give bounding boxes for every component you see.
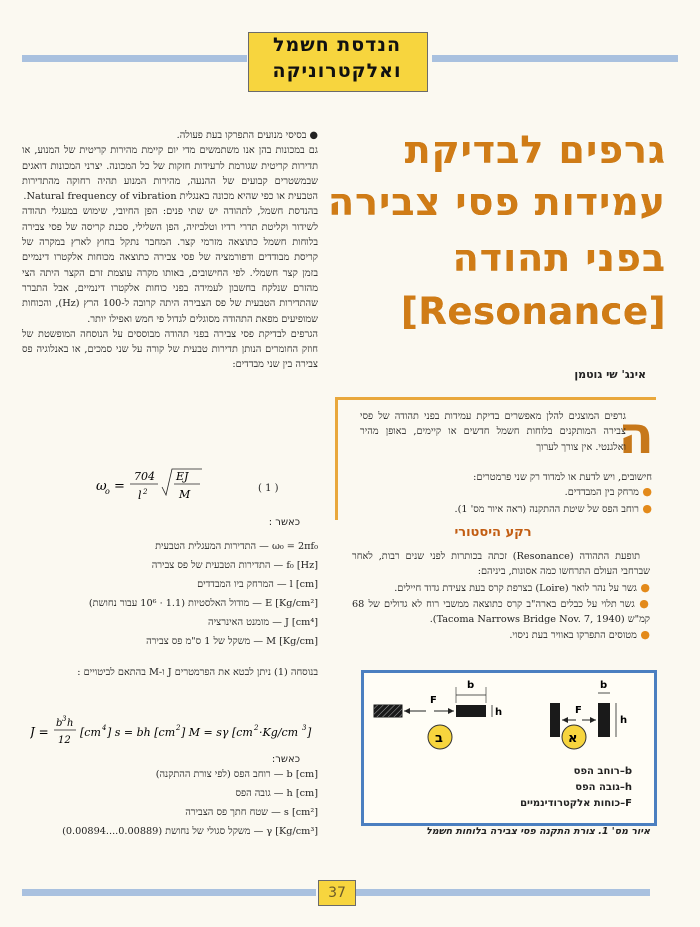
svg-text:h: h — [620, 715, 628, 726]
svg-text:] s = bh [cm: ] s = bh [cm — [107, 726, 176, 739]
svg-text:3: 3 — [62, 715, 67, 723]
header-rule-left — [22, 55, 247, 62]
svg-text:F: F — [430, 695, 437, 706]
svg-text:2: 2 — [254, 724, 259, 732]
svg-text:] M = sγ [cm: ] M = sγ [cm — [181, 726, 253, 739]
svg-text:12: 12 — [58, 735, 71, 746]
footer-rule-left — [22, 889, 316, 896]
drop-cap: ה — [618, 406, 654, 466]
intro-paragraph-continued: חישובים, ויש לדעת או למדוד רק שני פרמטרים: — [473, 472, 652, 483]
definition-item: J [cm⁴] — מומנט האינרציה — [208, 617, 318, 628]
inertia-and-mass-equations — [30, 712, 320, 752]
definition-item: h [cm] — גובה הפס — [235, 788, 318, 799]
paragraph: גם במכונות בהן אנו משתמשים מדי יום קיימת מהירות קריטית של המנוע, או תדירות קריטית שגורמת לרעידות חזקות של כל המכונה. יצרני המכונות דואגים שבמשטרים קבועים של ההנעה, מהירות המנוע תהיה רחוקה מהתדירות הטבעית או כפי שהיא מכונה באנגלית Natural frequency of vibration. — [22, 145, 318, 203]
paragraph: בהנדסת חשמל, לתהודה יש שתי פנים: הפן החיובי, שימוש במעגלי תהודה לשידור וקליטת תדרי רדיו וטלביזיה, הפן השלילי, סכנת קריסה של פסי צבירה בלוחות חשמל כתוצאה מזרמי קצר. המחבר נתקל בחוץ לארץ במקרה של קריסת מבודדים ודפורמציה של פסי צבירה כתוצאה מכוחות אלקטרו דינמיים בזמן קצר חשמלי. לפי החישובים, באותו מקרה עוצמת זרם הקצר היתה הצי מהזרם שנלקח בחשבון לעמידה בפני כוחות אלקטרו דינמיים, אבל התברר שהתדירות הטבעית של פס הצבירה היתה קרובה ל-100 הרץ (Hz), והכוחות שמופיעים מפאת התהודה מסוגלים לגדול פי חמש ואפילו יותר. — [22, 206, 318, 325]
figure-legend-item: b–רוחב הפס — [573, 766, 632, 777]
list-item: ● מטוסים התפרקו באוויר בעת ניסוי. — [509, 628, 650, 642]
svg-text:J =: J = — [30, 725, 49, 739]
bullet-dot-icon: ● — [638, 502, 652, 515]
svg-text:4: 4 — [102, 724, 107, 732]
list-item: ● מרחק בין המבדדים. — [564, 485, 652, 498]
section-heading: רקע היסטורי — [454, 525, 532, 540]
svg-text:b: b — [600, 680, 608, 691]
equation-number: ( 1 ) — [258, 483, 279, 494]
svg-text:]: ] — [307, 726, 312, 739]
bullet-dot-icon: ● — [636, 628, 650, 642]
definition-item: l [cm] — המרחק ביו המבדדים — [197, 579, 318, 590]
svg-text:F: F — [575, 705, 582, 716]
svg-text:b: b — [56, 718, 63, 729]
definitions-list-2 — [22, 765, 318, 841]
svg-text:2: 2 — [143, 488, 148, 496]
section-title-line2: ואלקטרוניקה — [272, 60, 402, 82]
history-text — [352, 549, 650, 644]
header-rule-right — [432, 55, 678, 62]
article-title-line4: [Resonance] — [400, 290, 666, 333]
intro-paragraph: גרפים המוצגים להלן מאפשרים בדיקת עמידות בפני תהודה של פסי צבירה המותקנים בלוחות חשמל חדשים או קיימים, באופן מהיר ואלגנטי. אין צורך לערוך — [360, 411, 626, 453]
svg-text:b: b — [467, 680, 475, 691]
svg-text:·Kg/cm: ·Kg/cm — [259, 726, 299, 739]
definition-item: E [Kg/cm²] — מודול האלסטיות (1.1 · 10⁶ עבור נחושת) — [88, 598, 318, 609]
busbar-installation-diagram — [364, 673, 648, 763]
section-title-line1: הנדסת חשמל — [272, 34, 402, 56]
bullet-dot-icon: ● — [634, 596, 650, 610]
bullet-item: ● בסיסי מנועים התפרקו בעת פעולה. — [176, 130, 318, 141]
bullet-dot-icon: ● — [638, 485, 652, 498]
paragraph: הגרפים לבדיקת פסי צבירה בפני תהודה מבוססים על הנוסחה המופשטת של חוזק החומרים הנותן תדירות טבעית של קורה על שני סמכים, או באנלוגיה פס צבירה בין שני מבדדים: — [22, 328, 318, 371]
definition-item: b [cm] — רוחב הפס (לפי צורת ההתקנה) — [155, 769, 318, 780]
definition-item: ω₀ = 2πf₀ — התדירות המעגלית הטבעית — [155, 541, 318, 552]
intro-bullet-list — [360, 484, 652, 518]
figure-caption: איור מס' 1. צורת התקנה פסי צבירה בלוחות חשמל — [425, 826, 650, 837]
svg-text:3: 3 — [302, 724, 307, 732]
definition-item: M [Kg/cm] — משקל של 1 ס"מ פס צבירה — [146, 636, 318, 647]
definitions-list-1 — [22, 537, 318, 651]
list-item: ● גשר על נהר לואר (Loire) בצרפת קרס בעת צעידת גדוד חיילים. — [394, 580, 650, 594]
figure-legend-item: F–כוחות אלקטרודינמיים — [520, 798, 632, 809]
page-number: 37 — [318, 880, 356, 906]
svg-text:EJ: EJ — [176, 470, 189, 483]
figure-legend-item: h–גובה הפס — [575, 782, 632, 793]
where-label: כאשר: — [271, 754, 300, 765]
paragraph: תופעת התהודה (Resonance) זכתה בכותרות לפני שנים רבות, לאחר שברחבי העולם התרחשו כמה אסונות, ביניהם: — [352, 551, 650, 578]
svg-text:704: 704 — [134, 470, 155, 483]
svg-text:2: 2 — [176, 724, 181, 732]
svg-text:h: h — [495, 707, 503, 718]
list-item: ● גשר תלוי על כבלים בארה"ב קרס כתוצאה ממשבי רוח לא גדולים של 68 קמ"ש (Tacoma Narrows Bridge Nov. 7, 1940). — [352, 596, 650, 626]
svg-text:o: o — [105, 487, 110, 496]
svg-text:=: = — [114, 479, 125, 494]
article-title-line2: עמידות פסי צבירה — [328, 180, 666, 224]
article-title-line3: בפני תהודה — [452, 236, 666, 280]
svg-text:ב: ב — [435, 731, 443, 746]
author-name: אינג' שי גוטמן — [574, 368, 646, 381]
article-title-line1: גרפים לבדיקת — [404, 128, 666, 172]
svg-text:א: א — [568, 731, 578, 746]
definition-item: γ [Kg/cm³] — משקל סגולי של נחושת (0.00889....0.00894) — [62, 826, 318, 837]
svg-text:[cm: [cm — [80, 726, 101, 739]
bullet-dot-icon: ● — [636, 580, 650, 594]
definition-item: s [cm²] — שטח חתך פס הצבירה — [185, 807, 318, 818]
svg-text:M: M — [179, 488, 191, 501]
paragraph: בנוסחה (1) ניתן לבטא את הפרמטרים J ו-M בהתאם לביטויים : — [77, 667, 318, 678]
definition-item: f₀ [Hz] — התדירות הטבעית של פס צבירה — [151, 560, 318, 571]
list-item: ● רוחב הפס של שיטת ההתקנה (ראה איור מס' 1). — [454, 502, 652, 515]
footer-rule-right — [356, 889, 650, 896]
where-label: כאשר : — [268, 517, 300, 528]
equation-2-graphic — [30, 712, 320, 752]
svg-text:l: l — [138, 489, 142, 502]
svg-text:ω: ω — [96, 479, 107, 494]
left-column-text — [22, 128, 318, 373]
svg-text:h: h — [67, 718, 74, 729]
